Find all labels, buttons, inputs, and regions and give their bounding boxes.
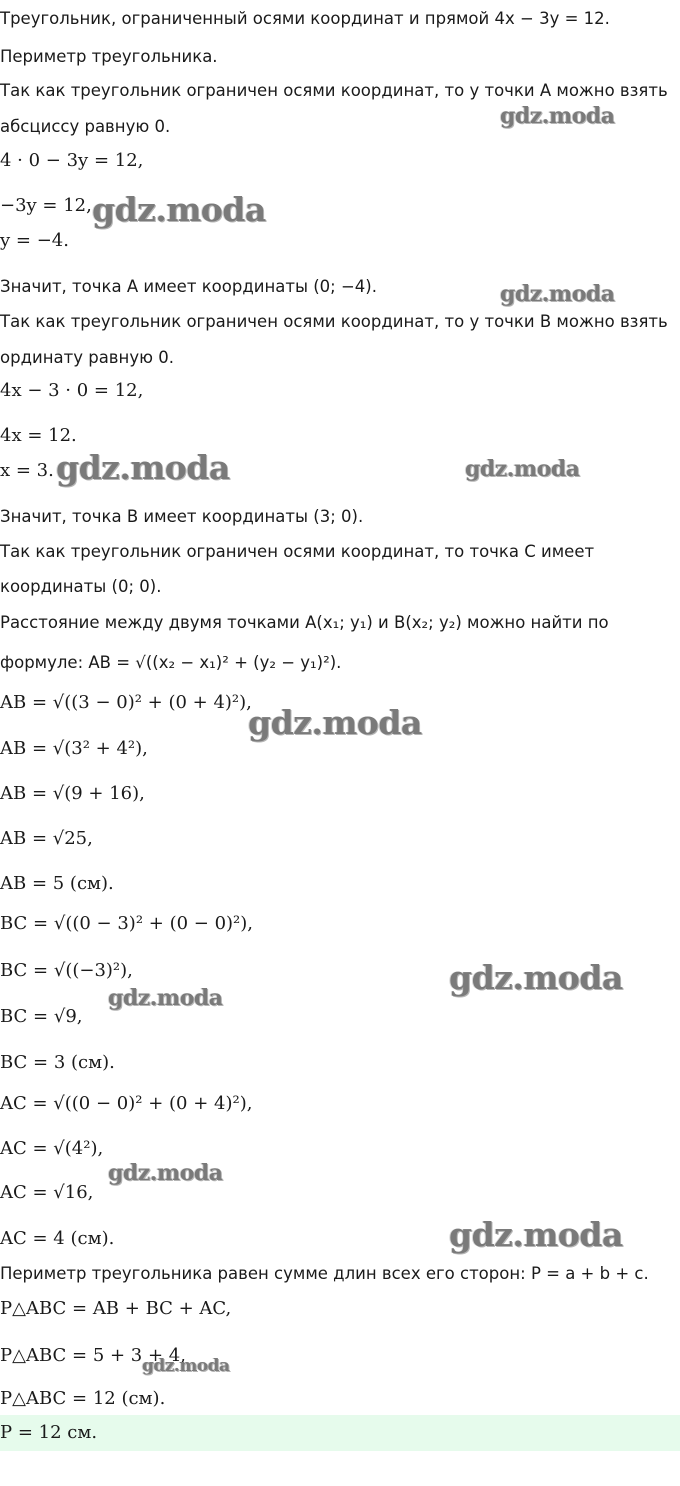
solution-line: AB = √(9 + 16), — [0, 783, 145, 804]
solution-line: абсциссу равную 0. — [0, 117, 171, 136]
solution-line: Так как треугольник ограничен осями координат, то точка C имеет — [0, 542, 595, 561]
solution-line: AC = √16, — [0, 1182, 94, 1203]
solution-line: AC = 4 (см). — [0, 1228, 115, 1249]
solution-line: Периметр треугольника. — [0, 47, 218, 66]
solution-line: BC = √((−3)²), — [0, 960, 133, 981]
solution-line: AC = √((0 − 0)² + (0 + 4)²), — [0, 1093, 253, 1114]
watermark: gdz.moda — [500, 103, 615, 129]
solution-line: AB = √(3² + 4²), — [0, 738, 148, 759]
watermark: gdz.moda — [56, 448, 230, 487]
solution-line: P△ABC = 5 + 3 + 4, — [0, 1345, 186, 1366]
solution-line: BC = √9, — [0, 1006, 83, 1027]
solution-line: P△ABC = 12 (см). — [0, 1388, 166, 1409]
watermark: gdz.moda — [449, 958, 623, 997]
watermark: gdz.moda — [248, 703, 422, 742]
watermark: gdz.moda — [108, 985, 223, 1011]
solution-line: P△ABC = AB + BC + AC, — [0, 1298, 232, 1319]
solution-line: y = −4. — [0, 230, 69, 251]
solution-line: Так как треугольник ограничен осями координат, то у точки A можно взять — [0, 81, 668, 100]
watermark: gdz.moda — [465, 456, 580, 482]
solution-line: 4x − 3 · 0 = 12, — [0, 380, 144, 401]
solution-line: ординату равную 0. — [0, 348, 174, 367]
watermark: gdz.moda — [142, 1356, 230, 1376]
solution-line: −3y = 12, — [0, 195, 92, 216]
solution-line: Периметр треугольника равен сумме длин всех его сторон: P = a + b + c. — [0, 1264, 649, 1283]
solution-line: AB = 5 (см). — [0, 873, 114, 894]
final-answer: P = 12 см. — [0, 1422, 98, 1443]
answer-highlight — [0, 1415, 680, 1451]
watermark: gdz.moda — [449, 1215, 623, 1254]
solution-line: координаты (0; 0). — [0, 577, 162, 596]
solution-line: Так как треугольник ограничен осями координат, то у точки B можно взять — [0, 312, 668, 331]
solution-line: 4x = 12. — [0, 425, 77, 446]
solution-line: AC = √(4²), — [0, 1138, 104, 1159]
solution-line: 4 · 0 − 3y = 12, — [0, 150, 144, 171]
solution-line: Значит, точка A имеет координаты (0; −4). — [0, 277, 377, 296]
watermark: gdz.moda — [500, 281, 615, 307]
solution-line: AB = √((3 − 0)² + (0 + 4)²), — [0, 692, 252, 713]
solution-line: формуле: AB = √((x₂ − x₁)² + (y₂ − y₁)²). — [0, 653, 342, 672]
watermark: gdz.moda — [92, 190, 266, 229]
watermark: gdz.moda — [108, 1160, 223, 1186]
solution-line: Значит, точка B имеет координаты (3; 0). — [0, 507, 364, 526]
solution-line: Расстояние между двумя точками A(x₁; y₁) и B(x₂; y₂) можно найти по — [0, 613, 609, 632]
solution-line: AB = √25, — [0, 828, 93, 849]
solution-line: BC = 3 (см). — [0, 1052, 115, 1073]
solution-line: Треугольник, ограниченный осями координат и прямой 4x − 3y = 12. — [0, 9, 610, 28]
solution-line: x = 3. — [0, 460, 54, 481]
solution-line: BC = √((0 − 3)² + (0 − 0)²), — [0, 913, 254, 934]
